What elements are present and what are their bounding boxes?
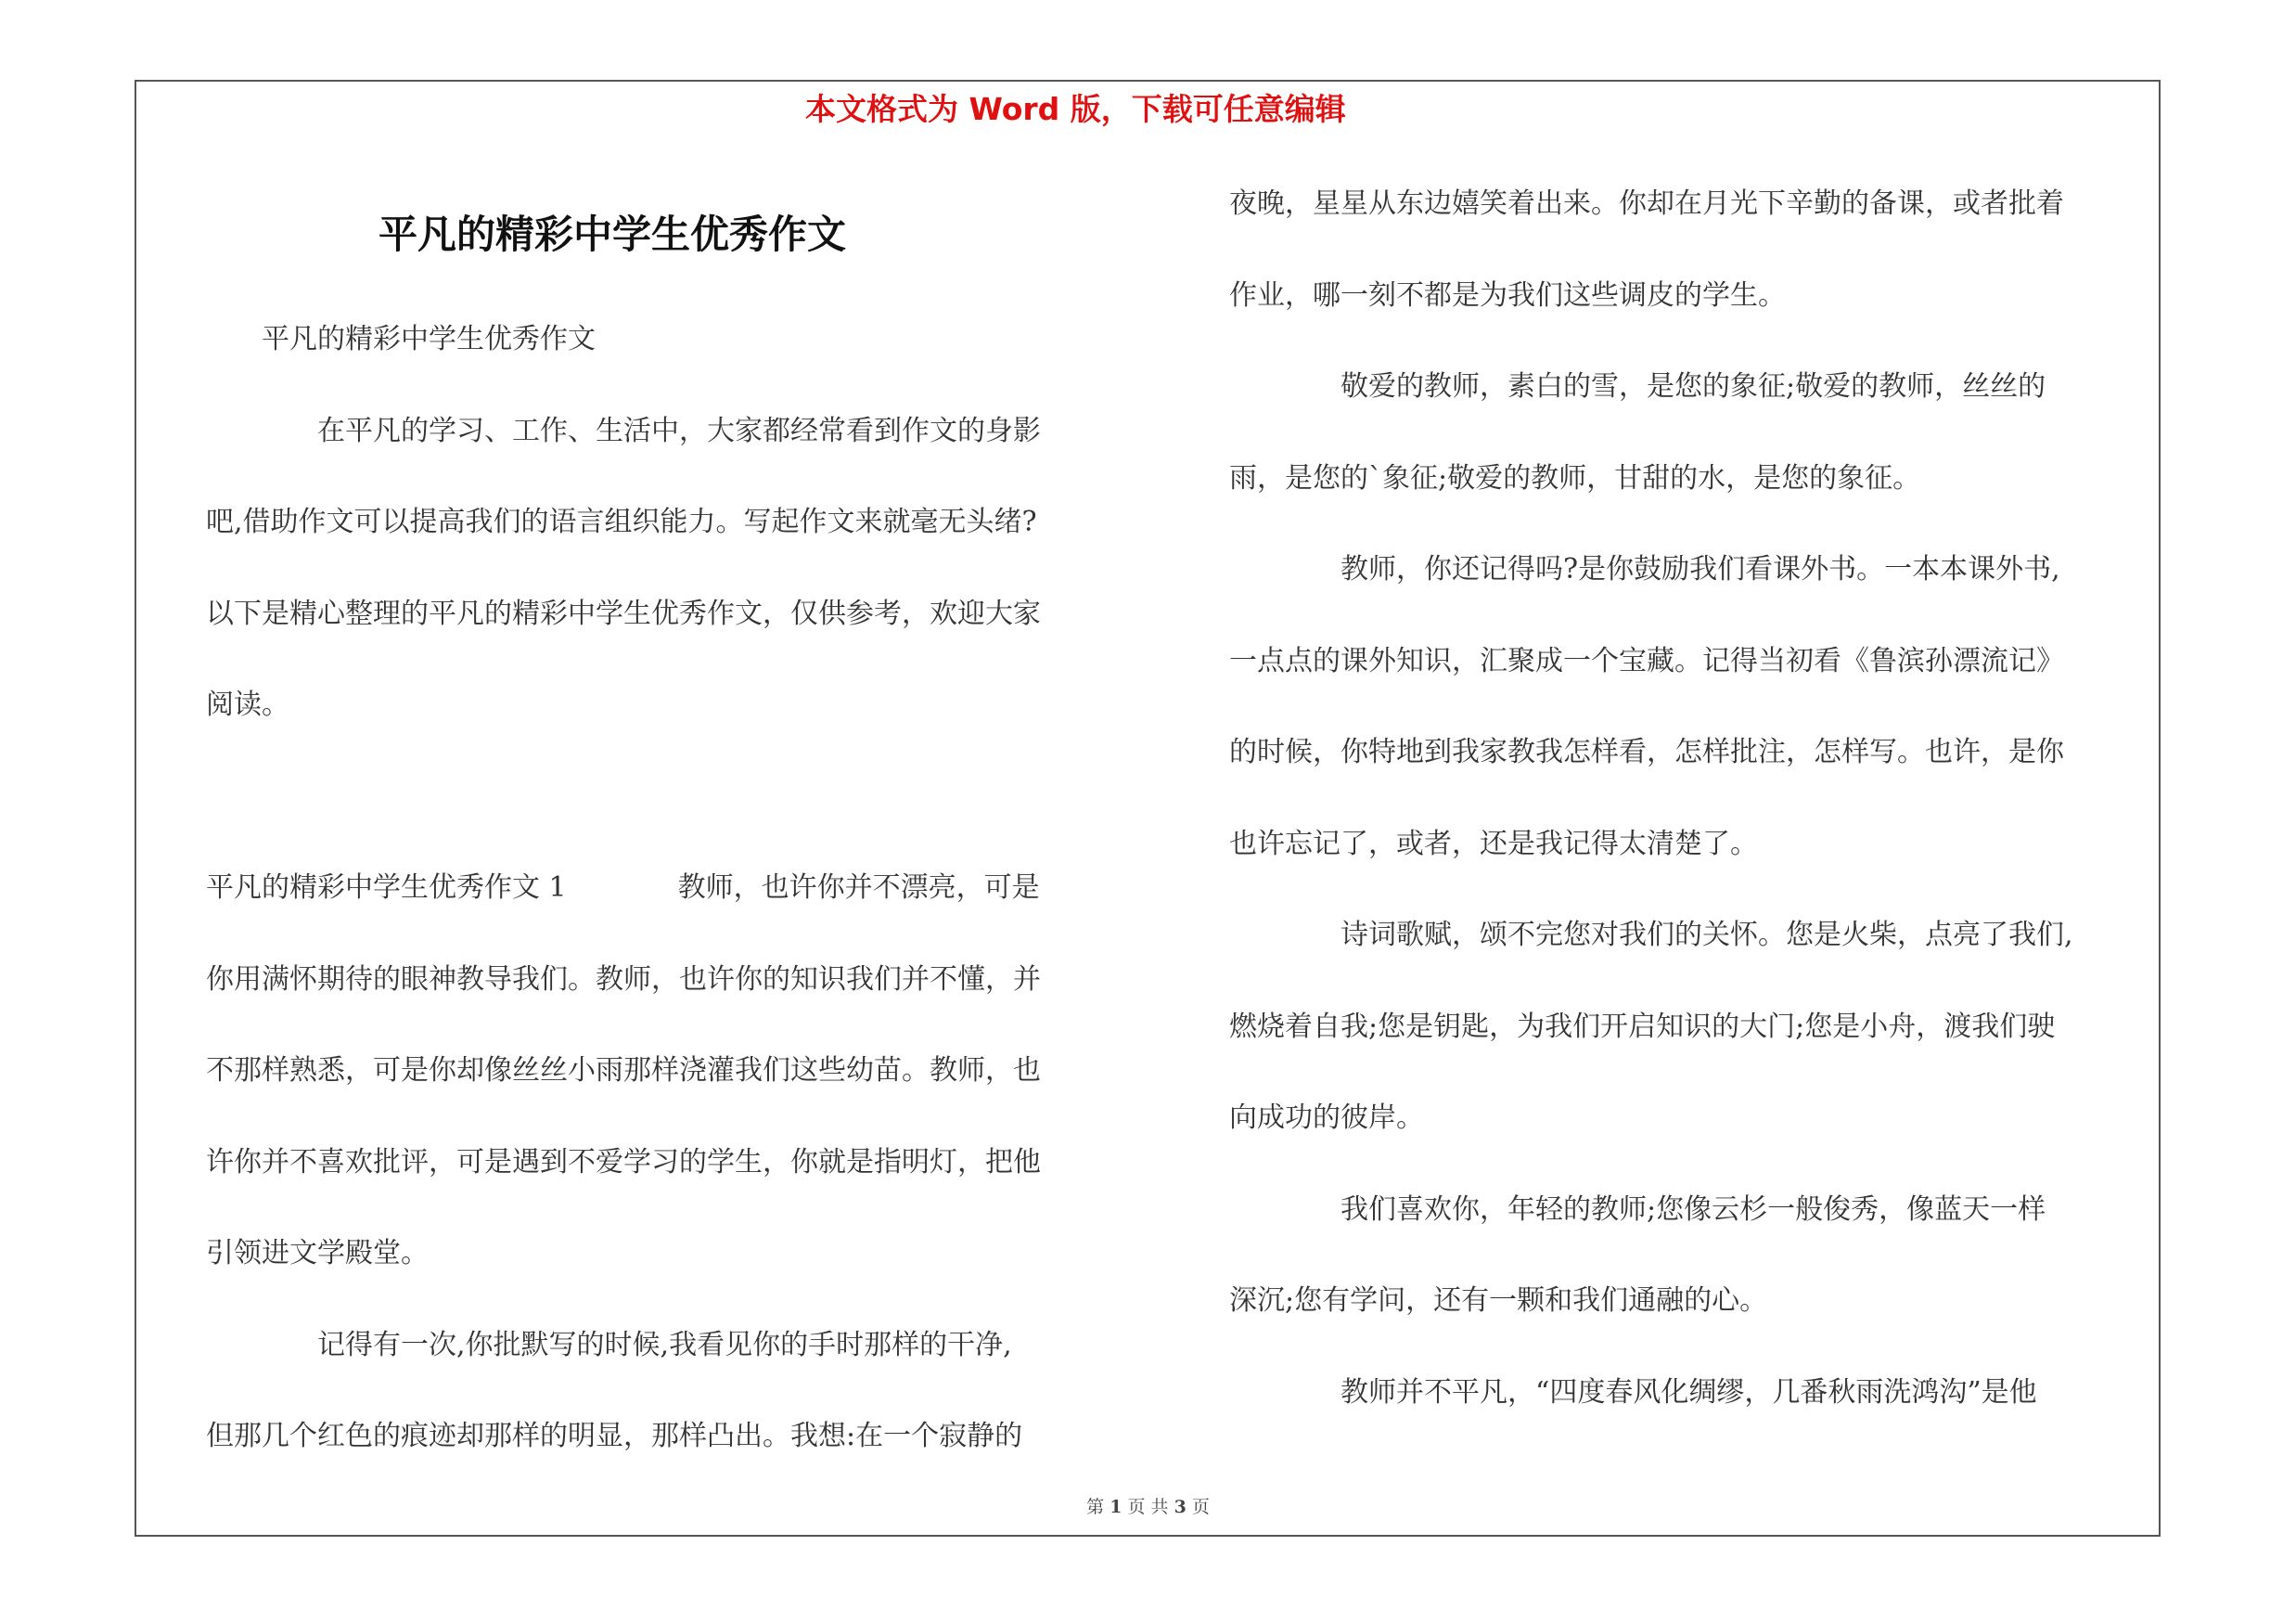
left-line-subtitle: 平凡的精彩中学生优秀作文 [206,323,596,355]
left-line: 在平凡的学习、工作、生活中，大家都经常看到作文的身影 [206,414,1041,447]
right-line: 诗词歌赋，颂不完您对我们的关怀。您是火柴，点亮了我们, [1229,919,2073,951]
right-line: 一点点的课外知识，汇聚成一个宝藏。记得当初看《鲁滨孙漂流记》 [1229,644,2064,677]
left-column [206,319,1134,1508]
right-line: 燃烧着自我;您是钥匙，为我们开启知识的大门;您是小舟，渡我们驶 [1229,1010,2056,1043]
page-label-prefix: 第 [1086,1497,1105,1517]
right-line: 教师并不平凡，“四度春风化绸缪，几番秋雨洗鸿沟”是他 [1229,1375,2037,1409]
total-pages: 3 [1174,1497,1186,1517]
right-line: 的时候，你特地到我家教我怎样看，怎样批注，怎样写。也许，是你 [1229,736,2064,768]
right-line: 夜晚，星星从东边嬉笑着出来。你却在月光下辛勤的备课，或者批着 [1229,187,2064,220]
page-label-mid: 页 共 [1127,1497,1169,1517]
right-line: 深沉;您有学问，还有一颗和我们通融的心。 [1229,1284,1768,1317]
left-line: 你用满怀期待的眼神教导我们。教师，也许你的知识我们并不懂，并 [206,962,1041,996]
left-line: 吧,借助作文可以提高我们的语言组织能力。写起作文来就毫无头绪? [206,506,1037,538]
current-page: 1 [1110,1497,1122,1517]
left-line: 许你并不喜欢批评，可是遇到不爱学习的学生，你就是指明灯，把他 [206,1145,1041,1179]
right-line: 向成功的彼岸。 [1229,1101,1424,1134]
word-format-banner: 本文格式为 Word 版，下载可任意编辑 [805,91,1346,127]
left-line: 但那几个红色的痕迹却那样的明显，那样凸出。我想:在一个寂静的 [206,1420,1023,1452]
right-column [1229,184,2157,1463]
document-title: 平凡的精彩中学生优秀作文 [378,212,847,257]
right-line: 雨，是您的`象征;敬爱的教师，甘甜的水，是您的象征。 [1229,461,1921,495]
left-line: 阅读。 [206,689,289,721]
right-line: 作业，哪一刻不都是为我们这些调皮的学生。 [1229,278,1786,312]
left-line-section-heading: 平凡的精彩中学生优秀作文 1 教师，也许你并不漂亮，可是 [206,871,1040,904]
right-line: 敬爱的教师，素白的雪，是您的象征;敬爱的教师，丝丝的 [1229,370,2046,403]
page-number [0,1496,2296,1518]
left-line: 以下是精心整理的平凡的精彩中学生优秀作文，仅供参考，欢迎大家 [206,597,1041,630]
right-line: 我们喜欢你，年轻的教师;您像云杉一般俊秀，像蓝天一样 [1229,1192,2046,1226]
left-line: 引领进文学殿堂。 [206,1237,429,1269]
left-line: 不那样熟悉，可是你却像丝丝小雨那样浇灌我们这些幼苗。教师，也 [206,1054,1041,1087]
right-line: 教师，你还记得吗?是你鼓励我们看课外书。一本本课外书, [1229,553,2060,586]
right-line: 也许忘记了，或者，还是我记得太清楚了。 [1229,827,1758,860]
left-line: 记得有一次,你批默写的时候,我看见你的手时那样的干净, [206,1328,1012,1361]
page-label-suffix: 页 [1191,1497,1210,1517]
